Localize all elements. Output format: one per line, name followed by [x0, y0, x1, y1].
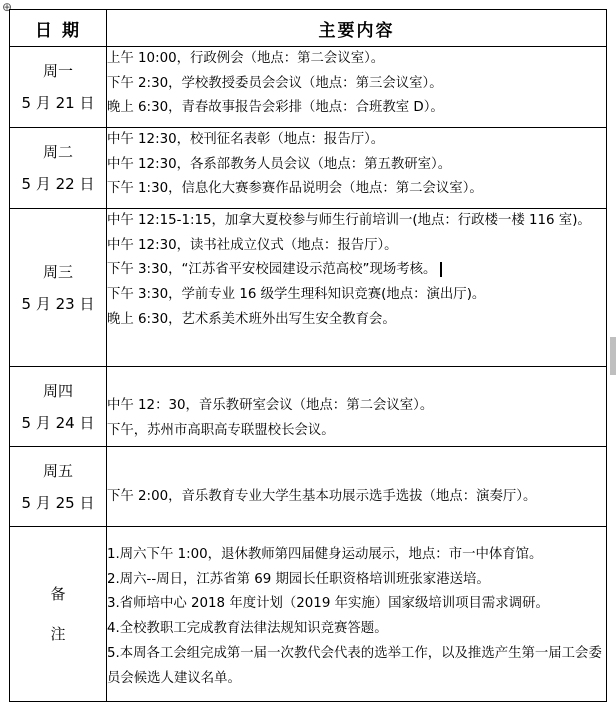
table-row: [10, 47, 607, 128]
date-label: 5 月 24 日: [21, 413, 95, 432]
weekday-label: 周四: [42, 381, 73, 400]
schedule-item: 下午，苏州市高职高专联盟校长会议。: [107, 422, 335, 438]
schedule-item: 中午 12:30，校刊征名表彰（地点：报告厅）。: [107, 132, 385, 147]
weekday-label: 周一: [42, 62, 73, 80]
date-label: 5 月 22 日: [21, 175, 95, 193]
schedule-item: 中午 12:30，读书社成立仪式（地点：报告厅）。: [107, 237, 398, 253]
scroll-tab[interactable]: [610, 337, 616, 375]
date-cell: [10, 447, 107, 527]
schedule-item: 晚上 6:30，青春故事报告会彩排（地点：合班教室 D）。: [107, 100, 444, 116]
note-item: 1.周六下午 1:00，退休教师第四届健身运动展示，地点：市一中体育馆。: [107, 547, 543, 562]
weekday-label: 周三: [42, 262, 73, 281]
notes-label-cell: [10, 527, 107, 702]
schedule-item: 下午 3:30，学前专业 16 级学生理科知识竞赛(地点：演出厅)。: [107, 287, 486, 303]
note-item: 4.全校教职工完成教育法律法规知识竞赛答题。: [107, 621, 388, 637]
note-item: 5.本周各工会组完成第一届一次教代会代表的选举工作，以及推选产生第一届工会委员会候选人建议名单。: [107, 645, 602, 686]
schedule-item: 下午 2:00，音乐教育专业大学生基本功展示选手选拔（地点：演奏厅）。: [107, 489, 537, 504]
schedule-item: 下午 2:30，学校教授委员会会议（地点：第三会议室）。: [107, 75, 443, 91]
corner-mark-icon: ⊕: [1, 0, 13, 14]
note-item: 2.周六--周日，江苏省第 69 期园长任职资格培训班张家港送培。: [107, 571, 490, 587]
schedule-item: 下午 3:30，“江苏省平安校园建设示范高校”现场考核。: [107, 262, 437, 278]
schedule-item: 中午 12：30，音乐教研室会议（地点：第二会议室）。: [107, 398, 434, 413]
content-cell: [107, 128, 607, 209]
date-label: 5 月 25 日: [21, 493, 95, 512]
schedule-item: 下午 1:30，信息化大赛参赛作品说明会（地点：第二会议室）。: [107, 181, 483, 197]
schedule-item: 晚上 6:30，艺术系美术班外出写生安全教育会。: [107, 311, 396, 327]
weekday-label: 周二: [42, 143, 73, 161]
date-cell: [10, 47, 107, 128]
content-cell: [107, 367, 607, 447]
content-cell: [107, 447, 607, 527]
content-column-header: 主要内容: [107, 10, 607, 47]
date-cell: [10, 209, 107, 367]
date-cell: [10, 128, 107, 209]
table-row: [10, 447, 607, 527]
notes-content-cell: [107, 527, 607, 702]
schedule-item: 中午 12:30，各系部教务人员会议（地点：第五教研室）。: [107, 156, 452, 172]
schedule-item: 上午 10:00，行政例会（地点：第二会议室）。: [107, 51, 385, 66]
date-column-header: 日 期: [10, 10, 107, 47]
notes-row: [10, 527, 607, 702]
date-label: 5 月 21 日: [21, 94, 95, 112]
notes-label: 注: [50, 625, 66, 643]
date-cell: [10, 367, 107, 447]
table-row: [10, 209, 607, 367]
content-cell: [107, 209, 607, 367]
weekday-label: 周五: [42, 461, 73, 480]
notes-label: 备: [50, 585, 66, 603]
header-row: [10, 10, 607, 47]
content-cell: [107, 47, 607, 128]
table-row: [10, 367, 607, 447]
schedule-item: 中午 12:15-1:15，加拿大夏校参与师生行前培训一(地点：行政楼一楼 116 室)。: [107, 213, 591, 228]
date-label: 5 月 23 日: [21, 294, 95, 313]
text-cursor: [440, 262, 442, 277]
schedule-item-with-cursor: [107, 258, 606, 283]
weekly-schedule-table: [9, 9, 607, 702]
note-item: 3.省师培中心 2018 年度计划（2019 年实施）国家级培训项目需求调研。: [107, 596, 549, 612]
table-row: [10, 128, 607, 209]
